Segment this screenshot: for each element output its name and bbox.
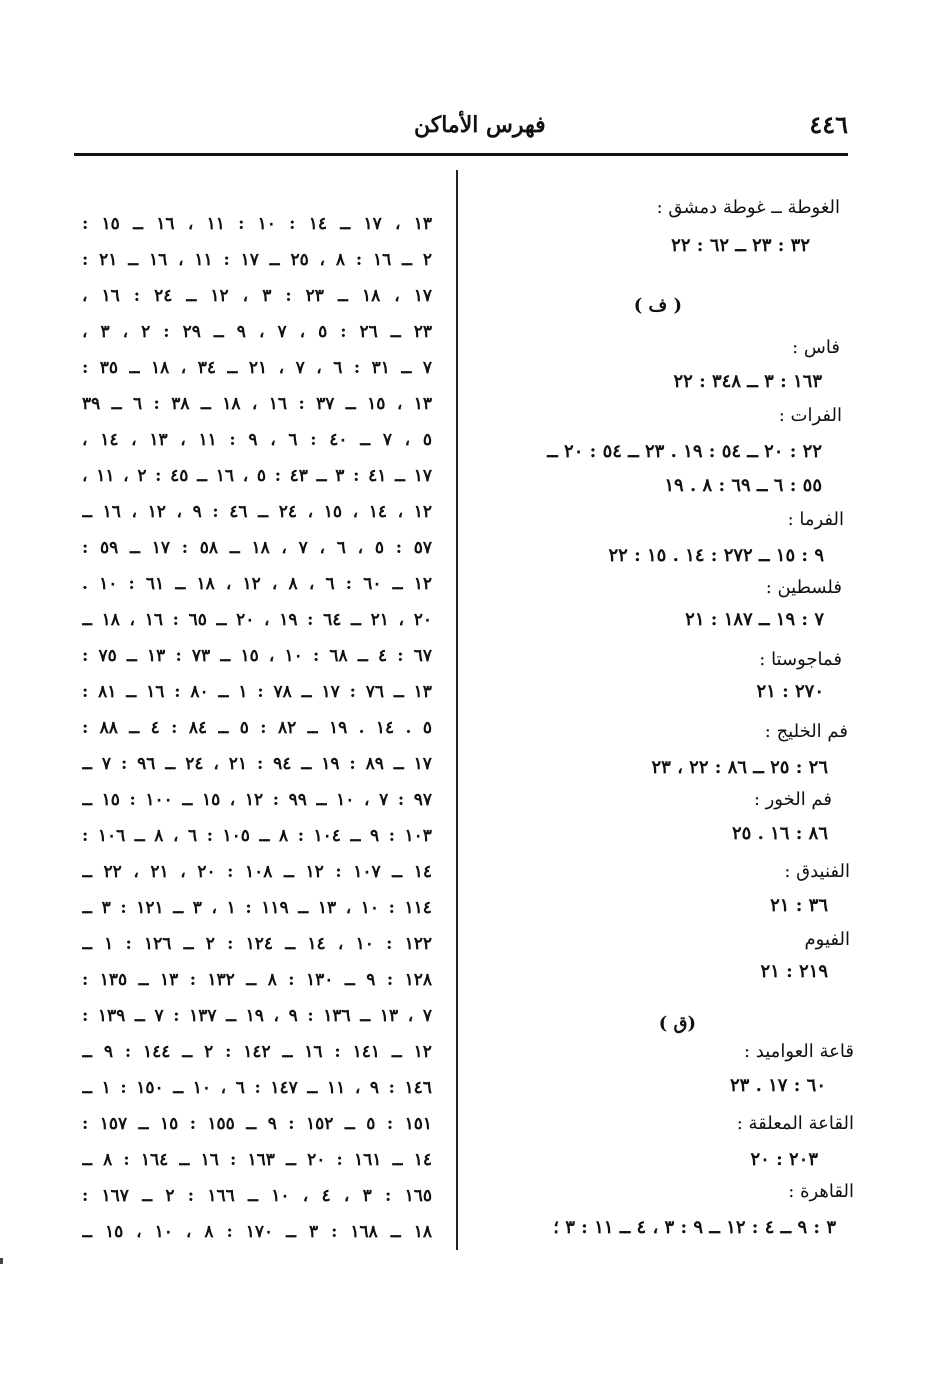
entry-heading: فم الخليج : [764,721,848,742]
entry-references: ٩ : ١٥ ــ ٢٧٢ : ١٤ . ١٥ : ٢٢ [608,545,824,566]
entry-references: ٣٦ : ٢١ [770,895,828,916]
page-header [74,110,848,156]
continued-references-line: ١٣ ، ١٧ ــ ١٤ : ١٠ : ١١ ، ١٦ ــ ١٥ : [82,214,432,234]
entry-references: ٣ : ٩ ــ ٤ : ١٢ ــ ٩ : ٣ ، ٤ ــ ١١ : ٣ ؛ [553,1217,836,1238]
entry-references: ٥٥ : ٦ ــ ٦٩ : ٨ . ١٩ [664,475,822,496]
continued-references-line: ١٢ ، ١٤ ، ١٥ ، ٢٤ ــ ٤٦ : ٩ ، ١٢ ، ١٦ ــ [82,502,432,522]
entry-references: ٢٧٠ : ٢١ [756,681,824,702]
entry-heading: الفيوم [804,929,850,950]
running-title: فهرس الأماكن [414,112,546,138]
continued-references-line: ٦٧ : ٤ ــ ٦٨ : ١٠ ، ١٥ ــ ٧٣ : ١٣ ــ ٧٥ : [82,646,432,666]
entry-references: ٣٢ : ٢٣ ــ ٦٢ : ٢٢ [671,235,810,256]
continued-references-line: ٥٧ : ٥ ، ٦ ، ٧ ، ١٨ ــ ٥٨ : ١٧ ــ ٥٩ : [82,538,432,558]
right-column [478,196,858,1256]
entry-heading: القاعة المعلقة : [736,1113,854,1134]
continued-references-line: ٧ ــ ٣١ : ٦ ، ٧ ، ٢١ ــ ٣٤ ، ١٨ ــ ٣٥ : [82,358,432,378]
entry-references: ٢٦ : ٢٥ ــ ٨٦ : ٢٢ ، ٢٣ [651,757,828,778]
continued-references-line: ١٢٢ : ١٠ ، ١٤ ــ ١٢٤ : ٢ ــ ١٢٦ : ١ ــ [82,934,432,954]
continued-references-line: ١٣ ــ ٧٦ : ١٧ ــ ٧٨ : ١ ــ ٨٠ : ١٦ ــ ٨١ : [82,682,432,702]
continued-references-line: ٧ ، ١٣ ــ ١٣٦ : ٩ ، ١٩ ــ ١٣٧ : ٧ ــ ١٣٩ : [82,1006,432,1026]
entry-heading: فماجوستا : [759,649,842,670]
page-number: ٤٤٦ [809,110,848,139]
continued-references-line: ١٢٨ : ٩ ــ ١٣٠ : ٨ ــ ١٣٢ : ١٣ ــ ١٣٥ : [82,970,432,990]
entry-references: ٢١٩ : ٢١ [760,961,828,982]
continued-references-line: ١٥١ : ٥ ــ ١٥٢ : ٩ ــ ١٥٥ : ١٥ ــ ١٥٧ : [82,1114,432,1134]
entry-heading: فاس : [792,337,840,358]
continued-references-line: ٩٧ : ٧ ، ١٠ ــ ٩٩ : ١٢ ، ١٥ ــ ١٠٠ : ١٥ ــ [82,790,432,810]
scan-edge-mark [0,1258,3,1264]
entry-references: ٢٠٣ : ٢٠ [750,1149,818,1170]
entry-heading: الفرما : [787,509,844,530]
header-rule [74,153,848,156]
continued-references-line: ١٦٥ : ٣ ، ٤ ، ١٠ ــ ١٦٦ : ٢ ــ ١٦٧ : [82,1186,432,1206]
entry-references: ٦٠ : ١٧ . ٢٣ [729,1075,826,1096]
continued-references-line: ٢٣ ــ ٢٦ : ٥ ، ٧ ، ٩ ــ ٢٩ : ٢ ، ٣ ، [82,322,432,342]
section-letter: ( ف ) [633,295,682,316]
entry-heading: قاعة العواميد : [744,1041,854,1062]
entry-heading: الفرات : [778,405,842,426]
column-divider [456,170,458,1250]
continued-references-line: ١٢ ــ ١٤١ : ١٦ ــ ١٤٢ : ٢ ــ ١٤٤ : ٩ ــ [82,1042,432,1062]
continued-references-line: ٢٠ ، ٢١ ــ ٦٤ : ١٩ ، ٢٠ ــ ٦٥ : ١٦ ، ١٨ ــ [82,610,432,630]
entry-heading: فم الخور : [753,789,832,810]
entry-heading: فلسطين : [765,577,842,598]
continued-references-line: ٥ . ١٤ . ١٩ ــ ٨٢ : ٥ ــ ٨٤ : ٤ ــ ٨٨ : [82,718,432,738]
continued-references-line: ١٧ ، ١٨ ــ ٢٣ : ٣ ، ١٢ ــ ٢٤ : ١٦ ، [82,286,432,306]
continued-references-line: ١٢ ــ ٦٠ : ٦ ، ٨ ، ١٢ ، ١٨ ــ ٦١ : ١٠ . [82,574,432,594]
entry-heading: الغوطة ــ غوطة دمشق : [656,197,840,218]
entry-references: ١٦٣ : ٣ ــ ٣٤٨ : ٢٢ [673,371,822,392]
continued-references-line: ١٤ ــ ١٦١ : ٢٠ ــ ١٦٣ : ١٦ ــ ١٦٤ : ٨ ــ [82,1150,432,1170]
entry-references: ٢٢ : ٢٠ ــ ٥٤ : ١٩ . ٢٣ ــ ٥٤ : ٢٠ ــ [547,441,822,462]
continued-references-line: ١٤٦ : ٩ ، ١١ ــ ١٤٧ : ٦ ، ١٠ ــ ١٥٠ : ١ ــ [82,1078,432,1098]
continued-references-line: ١٠٣ : ٩ ــ ١٠٤ : ٨ ــ ١٠٥ : ٦ ، ٨ ــ ١٠٦ : [82,826,432,846]
continued-references-line: ١٤ ــ ١٠٧ : ١٢ ــ ١٠٨ : ٢٠ ، ٢١ ، ٢٢ ــ [82,862,432,882]
continued-references-line: ٥ ، ٧ ــ ٤٠ : ٦ ، ٩ : ١١ ، ١٣ ، ١٤ ، [82,430,432,450]
continued-references-line: ١٧ ــ ٤١ : ٣ ــ ٤٣ : ٥ ، ١٦ ــ ٤٥ : ٢ ، ١١ ، [82,466,432,486]
entry-heading: الفنيدق : [784,861,850,882]
entry-references: ٧ : ١٩ ــ ١٨٧ : ٢١ [685,609,824,630]
continued-references-line: ١١٤ : ١٠ ، ١٣ ــ ١١٩ : ١ ، ٣ ــ ١٢١ : ٣ ــ [82,898,432,918]
continued-references-line: ١٧ ــ ٨٩ : ١٩ ــ ٩٤ : ٢١ ، ٢٤ ــ ٩٦ : ٧ ــ [82,754,432,774]
left-column [82,212,432,1252]
continued-references-line: ٢ ــ ١٦ : ٨ ، ٢٥ ــ ١٧ : ١١ ، ١٦ ــ ٢١ : [82,250,432,270]
entry-references: ٨٦ : ١٦ . ٢٥ [731,823,828,844]
continued-references-line: ١٣ ، ١٥ ــ ٣٧ : ١٦ ، ١٨ ــ ٣٨ : ٦ ــ ٣٩ [82,394,432,414]
section-letter: (ق ) [658,1013,696,1034]
entry-heading: القاهرة : [788,1181,854,1202]
continued-references-line: ١٨ ــ ١٦٨ : ٣ ــ ١٧٠ : ٨ ، ١٠ ، ١٥ ــ [82,1222,432,1242]
